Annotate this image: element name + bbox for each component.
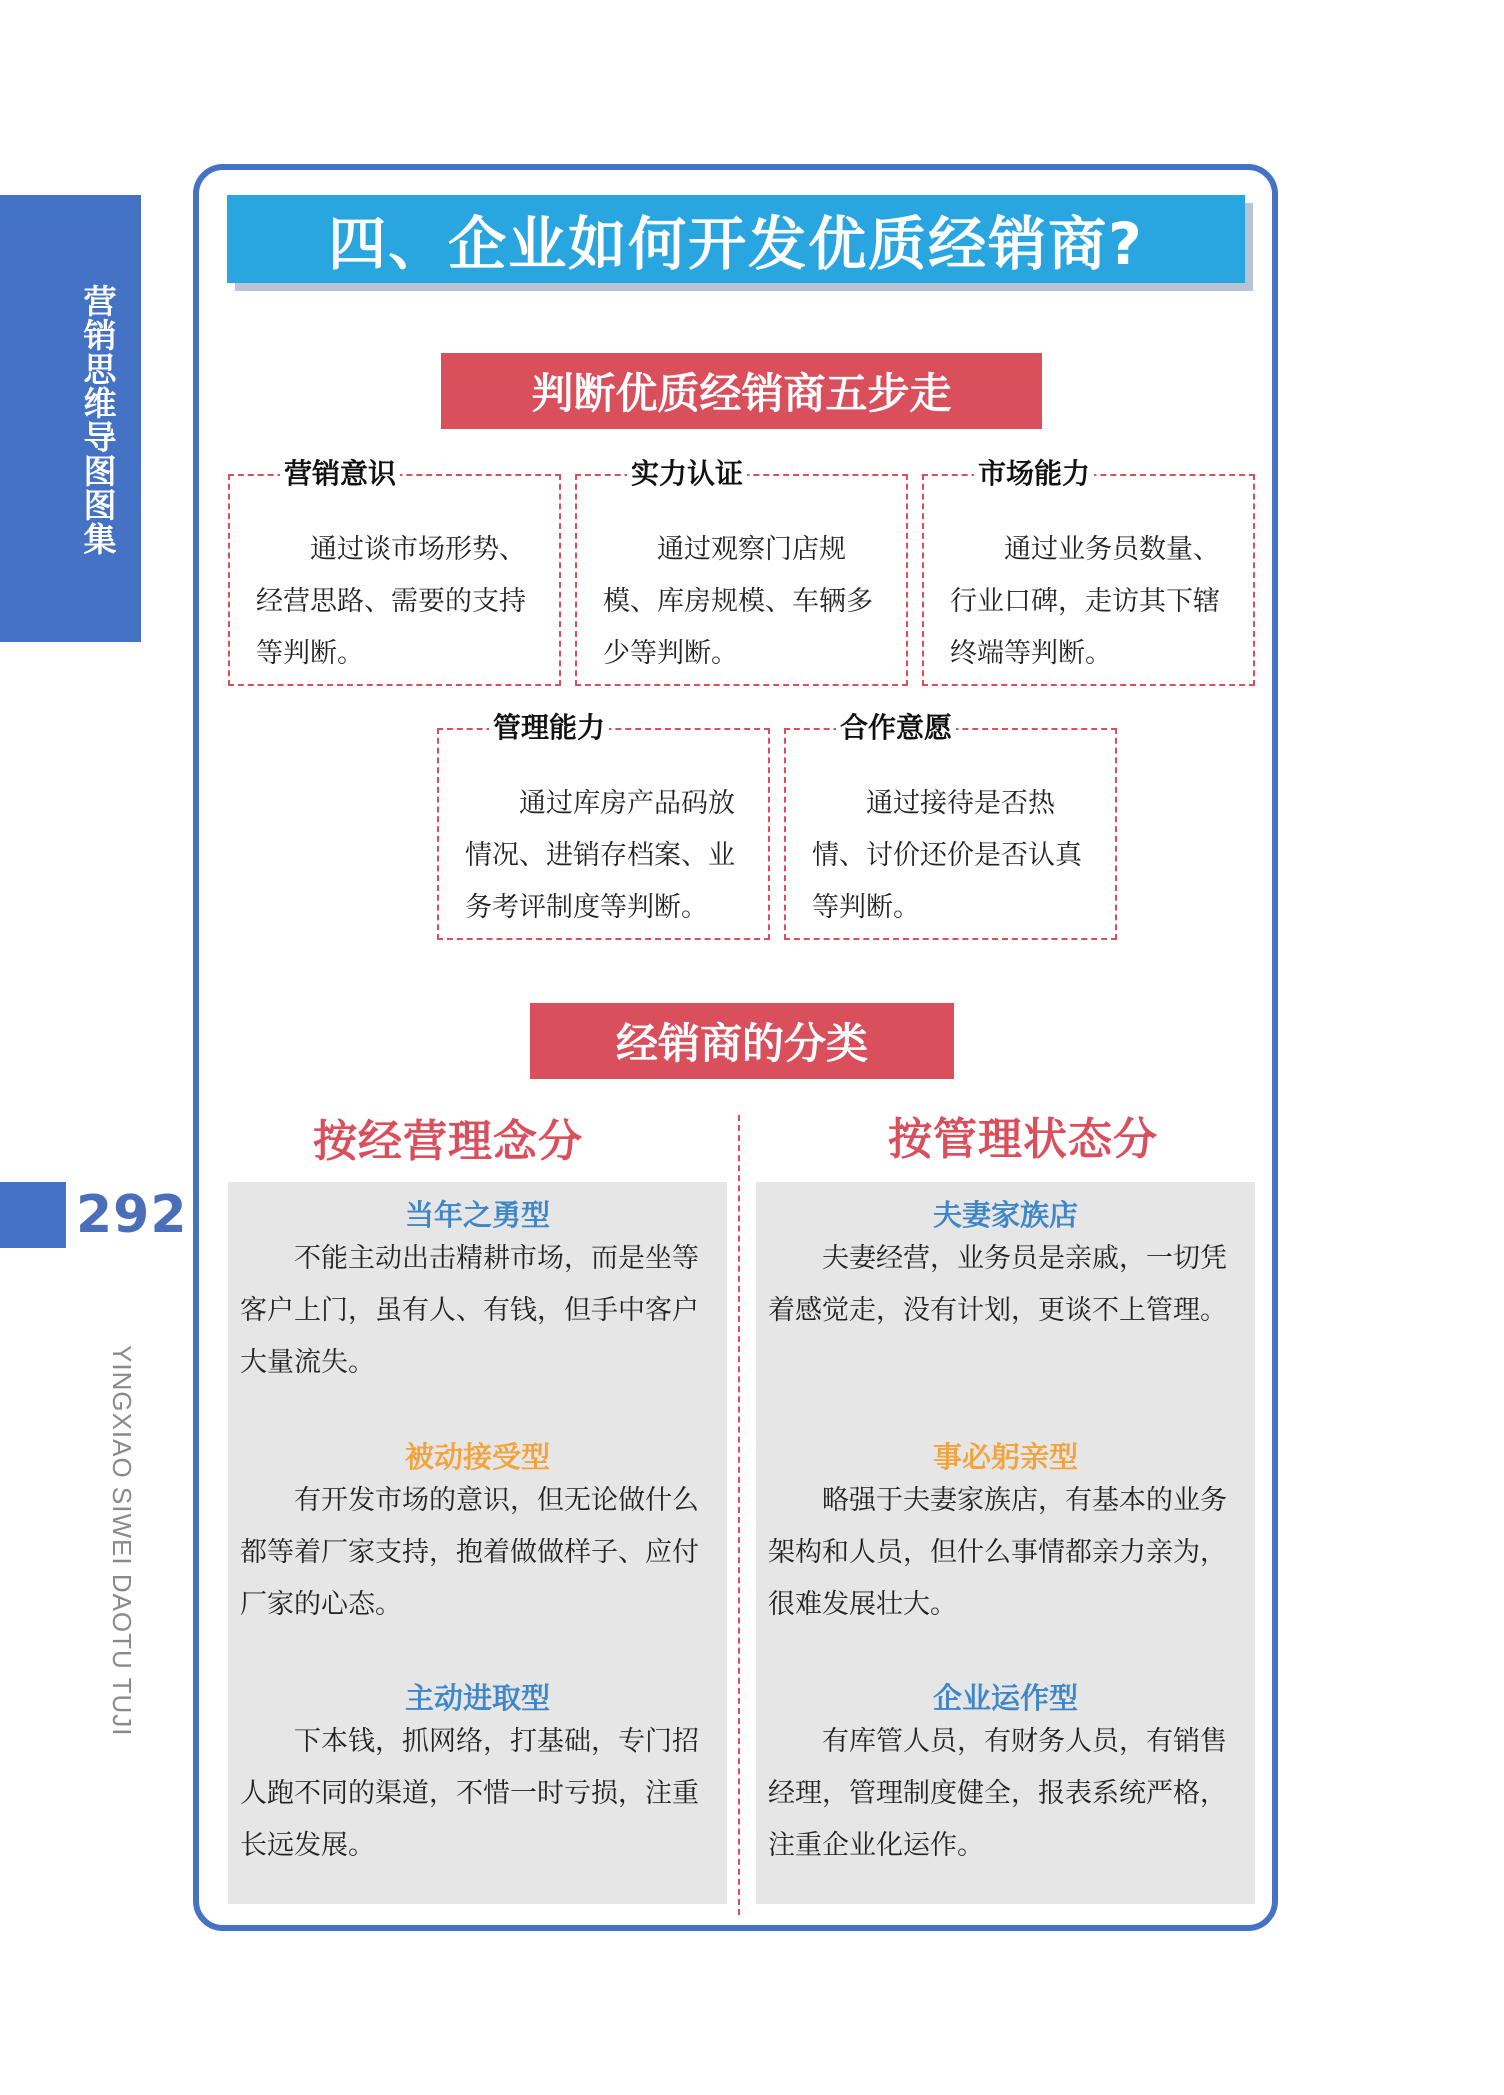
step-label: 市场能力 — [974, 456, 1094, 492]
left-panel — [228, 1182, 727, 1904]
column-divider — [738, 1115, 740, 1915]
type-title: 被动接受型 — [404, 1440, 550, 1474]
step-text: 通过接待是否热情、讨价还价是否认真等判断。 — [812, 788, 1082, 923]
classification-banner: 经销商的分类 — [530, 1003, 954, 1079]
page-number-bar — [0, 1182, 66, 1248]
type-text: 下本钱，抓网络，打基础，专门招人跑不同的渠道，不惜一时亏损，注重长远发展。 — [240, 1726, 699, 1861]
step-label: 管理能力 — [489, 710, 609, 746]
step-label: 合作意愿 — [836, 710, 956, 746]
type-title: 事必躬亲型 — [932, 1440, 1078, 1474]
step-text: 通过观察门店规模、库房规模、车辆多少等判断。 — [603, 534, 873, 669]
step-box-market-ability — [922, 457, 1255, 686]
type-title: 当年之勇型 — [404, 1198, 550, 1232]
type-title: 主动进取型 — [404, 1681, 550, 1715]
type-title: 夫妻家族店 — [932, 1198, 1078, 1232]
type-text: 略强于夫妻家族店，有基本的业务架构和人员，但什么事情都亲力亲为，很难发展壮大。 — [768, 1485, 1227, 1620]
side-tab — [0, 195, 141, 642]
type-block — [228, 1680, 727, 1872]
step-box-marketing-awareness — [228, 457, 561, 686]
step-box-cooperation — [784, 711, 1117, 940]
step-text: 通过业务员数量、行业口碑，走访其下辖终端等判断。 — [950, 534, 1220, 669]
type-block — [228, 1439, 727, 1631]
type-block — [756, 1680, 1255, 1872]
book-title-pinyin: YINGXIAO SIWEI DAOTU TUJI — [107, 1345, 137, 1737]
type-block — [756, 1197, 1255, 1337]
type-block — [228, 1197, 727, 1389]
heading-by-business-philosophy: 按经营理念分 — [313, 1116, 583, 1167]
type-text: 有开发市场的意识，但无论做什么都等着厂家支持，抱着做做样子、应付厂家的心态。 — [240, 1485, 699, 1620]
type-block — [756, 1439, 1255, 1631]
type-text: 不能主动出击精耕市场，而是坐等客户上门，虽有人、有钱，但手中客户大量流失。 — [240, 1243, 699, 1378]
step-text: 通过库房产品码放情况、进销存档案、业务考评制度等判断。 — [465, 788, 735, 923]
type-title: 企业运作型 — [932, 1681, 1078, 1715]
step-label: 实力认证 — [627, 456, 747, 492]
page-title: 四、企业如何开发优质经销商? — [227, 195, 1245, 283]
type-text: 有库管人员，有财务人员，有销售经理，管理制度健全，报表系统严格，注重企业化运作。 — [768, 1726, 1227, 1861]
page-number: 292 — [76, 1185, 188, 1245]
book-title: 营销思维导图图集 — [83, 282, 117, 559]
step-box-management — [437, 711, 770, 940]
five-steps-banner: 判断优质经销商五步走 — [441, 353, 1042, 429]
right-panel — [756, 1182, 1255, 1904]
step-text: 通过谈市场形势、经营思路、需要的支持等判断。 — [256, 534, 526, 669]
type-text: 夫妻经营，业务员是亲戚，一切凭着感觉走，没有计划，更谈不上管理。 — [768, 1243, 1227, 1326]
step-box-strength — [575, 457, 908, 686]
heading-by-management-state: 按管理状态分 — [888, 1114, 1158, 1165]
step-label: 营销意识 — [280, 456, 400, 492]
